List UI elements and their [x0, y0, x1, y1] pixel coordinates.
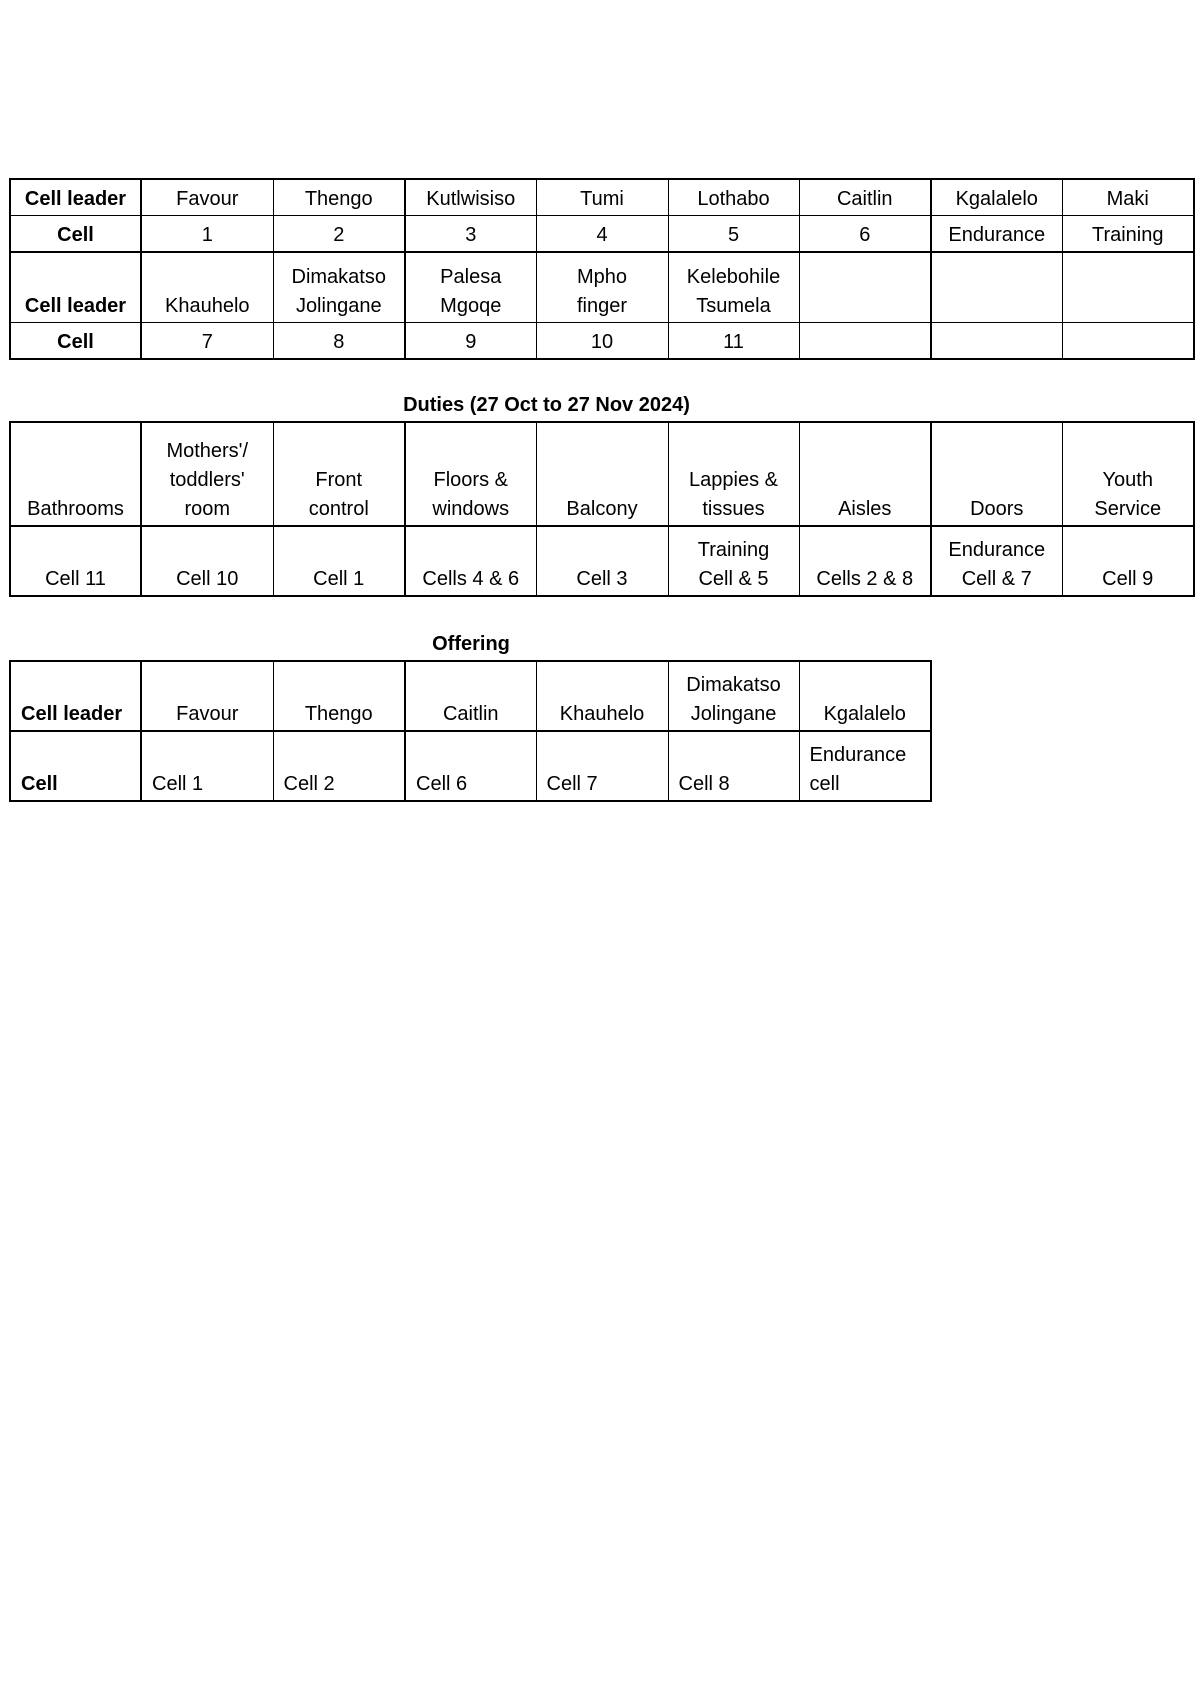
offering-cell: Endurance cell — [799, 731, 931, 801]
offering-cell: Cell 1 — [141, 731, 273, 801]
duty-header: Mothers'/ toddlers' room — [141, 422, 273, 526]
offering-leader: Dimakatso Jolingane — [668, 661, 799, 731]
offering-leader: Khauhelo — [536, 661, 668, 731]
row-label: Cell leader — [10, 252, 141, 323]
duty-assignment: Cell 10 — [141, 526, 273, 596]
offering-leader: Caitlin — [405, 661, 536, 731]
table-cell: 4 — [536, 216, 668, 253]
table-cell: 2 — [273, 216, 405, 253]
table-cell: Tumi — [536, 179, 668, 216]
table-cell: Favour — [141, 179, 273, 216]
duty-header: Lappies & tissues — [668, 422, 799, 526]
cells-row-2 — [10, 323, 1194, 360]
table-cell: 6 — [799, 216, 931, 253]
offering-cell-row — [10, 731, 931, 801]
table-cell: Training — [1062, 216, 1194, 253]
table-cell: 7 — [141, 323, 273, 360]
table-cell: Caitlin — [799, 179, 931, 216]
row-label: Cell — [10, 216, 141, 253]
table-cell: Lothabo — [668, 179, 799, 216]
duty-assignment: Cell 11 — [10, 526, 141, 596]
duty-header: Doors — [931, 422, 1062, 526]
table-cell: Palesa Mgoqe — [405, 252, 536, 323]
duty-assignment: Cell 3 — [536, 526, 668, 596]
table-cell: Kelebohile Tsumela — [668, 252, 799, 323]
table-cell: Endurance — [931, 216, 1062, 253]
duty-assignment: Cell 9 — [1062, 526, 1194, 596]
table-cell — [1062, 252, 1194, 323]
table-cell: 8 — [273, 323, 405, 360]
duties-title: Duties (27 Oct to 27 Nov 2024) — [403, 394, 690, 416]
offering-leader: Thengo — [273, 661, 405, 731]
duties-assignment-row — [10, 526, 1194, 596]
row-label: Cell leader — [10, 179, 141, 216]
offering-cell: Cell 7 — [536, 731, 668, 801]
leaders-row-1 — [10, 179, 1194, 216]
table-cell: 3 — [405, 216, 536, 253]
duty-header: Aisles — [799, 422, 931, 526]
table-cell: 1 — [141, 216, 273, 253]
offering-leader: Kgalalelo — [799, 661, 931, 731]
duty-header: Bathrooms — [10, 422, 141, 526]
table-cell — [1062, 323, 1194, 360]
duty-header: Balcony — [536, 422, 668, 526]
row-label: Cell leader — [10, 661, 141, 731]
table-cell: Mpho finger — [536, 252, 668, 323]
offering-cell: Cell 8 — [668, 731, 799, 801]
offering-cell: Cell 6 — [405, 731, 536, 801]
table-cell — [931, 323, 1062, 360]
table-cell: Thengo — [273, 179, 405, 216]
duty-assignment: Cells 2 & 8 — [799, 526, 931, 596]
row-label: Cell — [10, 731, 141, 801]
table-cell: 10 — [536, 323, 668, 360]
offering-cell: Cell 2 — [273, 731, 405, 801]
duty-assignment: Cells 4 & 6 — [405, 526, 536, 596]
table-cell: 5 — [668, 216, 799, 253]
offering-leader: Favour — [141, 661, 273, 731]
table-cell: Kutlwisiso — [405, 179, 536, 216]
duty-assignment: Endurance Cell & 7 — [931, 526, 1062, 596]
offering-title: Offering — [432, 633, 510, 655]
duties-table — [9, 421, 1195, 597]
table-cell: Khauhelo — [141, 252, 273, 323]
table-cell — [799, 323, 931, 360]
duty-assignment: Cell 1 — [273, 526, 405, 596]
table-cell — [799, 252, 931, 323]
table-cell: 11 — [668, 323, 799, 360]
table-cell: 9 — [405, 323, 536, 360]
duty-header: Floors & windows — [405, 422, 536, 526]
duty-header: Front control — [273, 422, 405, 526]
offering-leader-row — [10, 661, 931, 731]
table-cell: Maki — [1062, 179, 1194, 216]
offering-table — [9, 660, 932, 802]
duty-assignment: Training Cell & 5 — [668, 526, 799, 596]
row-label: Cell — [10, 323, 141, 360]
table-cell: Dimakatso Jolingane — [273, 252, 405, 323]
leaders-row-2 — [10, 252, 1194, 323]
cell-leaders-table — [9, 178, 1195, 360]
table-cell — [931, 252, 1062, 323]
duties-header-row — [10, 422, 1194, 526]
duty-header: Youth Service — [1062, 422, 1194, 526]
table-cell: Kgalalelo — [931, 179, 1062, 216]
cells-row-1 — [10, 216, 1194, 253]
